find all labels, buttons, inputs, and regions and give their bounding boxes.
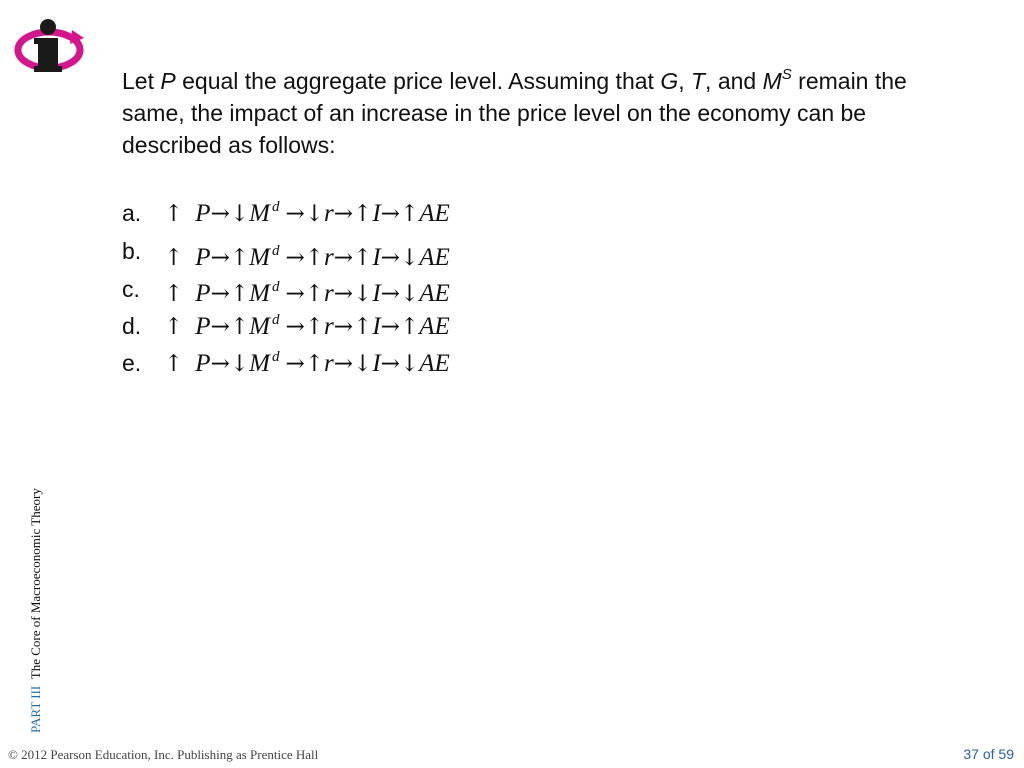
interest-direction-arrow: ↓ [304, 201, 325, 227]
price-direction-arrow: ↑ [164, 281, 184, 307]
money-demand-direction-arrow: ↓ [229, 201, 250, 227]
money-demand-direction-arrow: ↑ [229, 281, 250, 307]
interest-direction-arrow: ↑ [304, 281, 325, 307]
ae-direction-arrow: ↓ [399, 245, 420, 271]
var-interest-rate: r [324, 244, 334, 271]
option-letter: d. [122, 313, 142, 339]
investment-direction-arrow: ↑ [353, 245, 373, 271]
investment-direction-arrow: ↓ [353, 281, 373, 307]
option-d[interactable] [122, 313, 642, 347]
var-aggregate-expenditure: AE [419, 200, 450, 227]
implies-arrow: → [285, 245, 305, 271]
implies-arrow: → [210, 314, 230, 340]
investment-direction-arrow: ↑ [353, 314, 373, 340]
var-price: P [195, 244, 211, 271]
var-demand-superscript: d [271, 279, 280, 295]
var-interest-rate: r [324, 280, 334, 307]
var-price: P [195, 200, 211, 227]
side-part-label [28, 488, 44, 733]
option-letter: b. [122, 238, 142, 264]
page-number: 37 of 59 [963, 746, 1014, 762]
implies-arrow: → [285, 351, 305, 377]
option-formula [164, 200, 450, 228]
option-c[interactable] [122, 276, 642, 310]
var-money: M [249, 244, 270, 271]
option-formula [164, 350, 450, 378]
implies-arrow: → [285, 201, 305, 227]
price-direction-arrow: ↑ [164, 351, 184, 377]
option-letter: a. [122, 200, 142, 226]
ae-direction-arrow: ↑ [399, 201, 420, 227]
implies-arrow: → [333, 351, 354, 377]
option-a[interactable] [122, 200, 642, 234]
implies-arrow: → [380, 201, 400, 227]
interest-direction-arrow: ↑ [304, 351, 325, 377]
option-formula [164, 244, 450, 272]
copyright-footer: © 2012 Pearson Education, Inc. Publishing as Prentice Hall [8, 747, 319, 762]
option-letter: c. [122, 276, 140, 302]
implies-arrow: → [333, 281, 354, 307]
var-price: P [195, 313, 211, 340]
var-price: P [195, 280, 211, 307]
var-money: M [249, 200, 270, 227]
var-investment: I [372, 200, 381, 227]
var-aggregate-expenditure: AE [419, 350, 450, 377]
var-demand-superscript: d [271, 349, 280, 365]
option-b[interactable] [122, 238, 642, 272]
var-demand-superscript: d [271, 243, 280, 259]
var-aggregate-expenditure: AE [419, 244, 450, 271]
money-demand-direction-arrow: ↑ [229, 314, 250, 340]
ae-direction-arrow: ↑ [399, 314, 420, 340]
part-number: PART III [28, 685, 43, 733]
var-aggregate-expenditure: AE [419, 280, 450, 307]
var-investment: I [372, 350, 381, 377]
info-logo-icon [12, 16, 86, 78]
option-formula [164, 280, 450, 308]
var-money: M [249, 280, 270, 307]
price-direction-arrow: ↑ [164, 201, 184, 227]
money-demand-direction-arrow: ↓ [229, 351, 250, 377]
implies-arrow: → [210, 351, 230, 377]
interest-direction-arrow: ↑ [304, 245, 325, 271]
implies-arrow: → [210, 245, 230, 271]
interest-direction-arrow: ↑ [304, 314, 325, 340]
investment-direction-arrow: ↑ [353, 201, 373, 227]
implies-arrow: → [380, 351, 400, 377]
var-money: M [249, 313, 270, 340]
option-e[interactable] [122, 350, 642, 384]
var-demand-superscript: d [271, 312, 280, 328]
var-investment: I [372, 280, 381, 307]
option-letter: e. [122, 350, 142, 376]
price-direction-arrow: ↑ [164, 314, 184, 340]
var-price: P [195, 350, 211, 377]
implies-arrow: → [210, 281, 230, 307]
implies-arrow: → [285, 281, 305, 307]
implies-arrow: → [210, 201, 230, 227]
implies-arrow: → [333, 201, 354, 227]
implies-arrow: → [285, 314, 305, 340]
investment-direction-arrow: ↓ [353, 351, 373, 377]
var-interest-rate: r [324, 350, 334, 377]
option-formula [164, 313, 450, 341]
var-aggregate-expenditure: AE [419, 313, 450, 340]
var-demand-superscript: d [271, 199, 280, 215]
price-direction-arrow: ↑ [164, 245, 184, 271]
implies-arrow: → [333, 245, 354, 271]
money-demand-direction-arrow: ↑ [229, 245, 250, 271]
ae-direction-arrow: ↓ [399, 281, 420, 307]
ae-direction-arrow: ↓ [399, 351, 420, 377]
implies-arrow: → [380, 245, 400, 271]
var-investment: I [372, 244, 381, 271]
implies-arrow: → [380, 281, 400, 307]
var-investment: I [372, 313, 381, 340]
implies-arrow: → [380, 314, 400, 340]
implies-arrow: → [333, 314, 354, 340]
var-money: M [249, 350, 270, 377]
var-interest-rate: r [324, 313, 334, 340]
var-interest-rate: r [324, 200, 334, 227]
question-text: Let P equal the aggregate price level. Assuming that G, T, and $M^S$ remain the same, the impact of an increase in the price level on the economy can be described as follows: [122, 66, 907, 158]
part-title: The Core of Macroeconomic Theory [28, 488, 43, 680]
